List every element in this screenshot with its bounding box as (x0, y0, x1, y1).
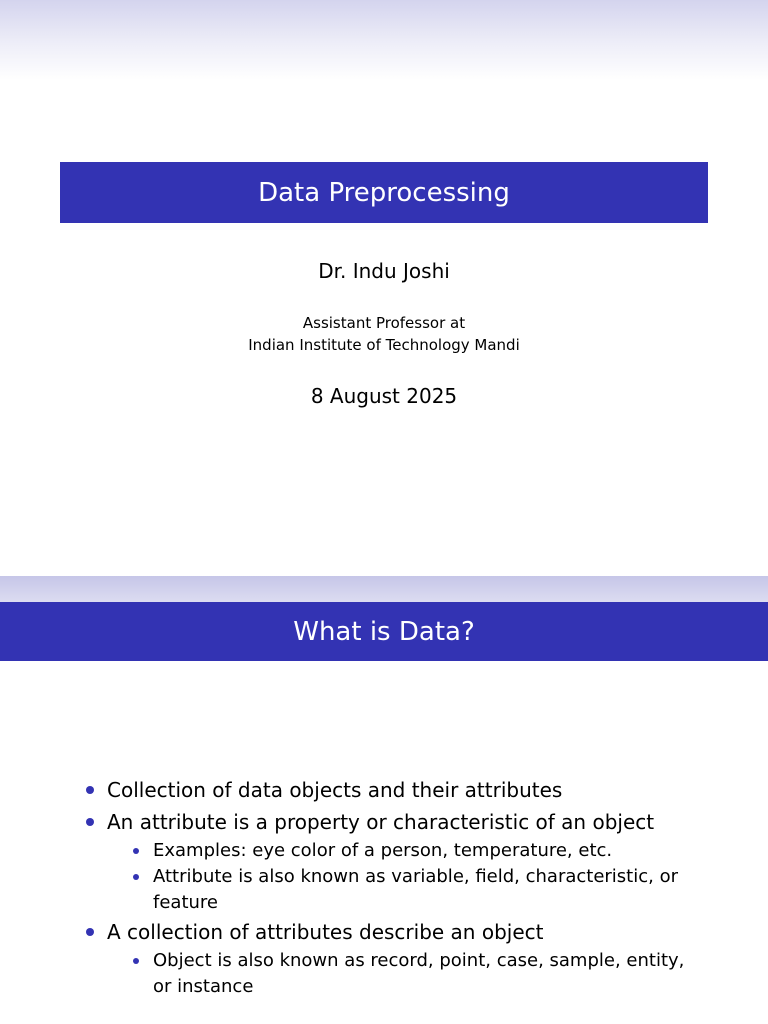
sub-bullet-text: Object is also known as record, point, case, sample, entity, or instance (153, 950, 685, 997)
sub-bullet-text: Examples: eye color of a person, temperature, etc. (153, 840, 613, 861)
bullet-item (0, 916, 768, 948)
sub-bullet-dot-icon (133, 848, 139, 854)
sub-bullet-dot-icon (133, 874, 139, 880)
sub-bullet-dot-icon (133, 958, 139, 964)
frame-title (0, 602, 768, 661)
bullet-text: A collection of attributes describe an object (107, 920, 544, 944)
affiliation-line-1: Assistant Professor at (302, 314, 466, 332)
bullet-item (0, 774, 768, 806)
header-gradient (0, 0, 768, 80)
author-affiliation (0, 312, 768, 356)
bullet-dot-icon (86, 818, 94, 826)
presentation-date: 8 August 2025 (310, 384, 458, 408)
sub-bullet-item (0, 838, 768, 864)
presentation-title (60, 162, 708, 223)
bullet-text: Collection of data objects and their attributes (107, 778, 563, 802)
bullet-item (0, 806, 768, 838)
bullet-text: An attribute is a property or characteristic of an object (107, 810, 655, 834)
sub-bullet-text: Attribute is also known as variable, field, characteristic, or feature (153, 866, 678, 913)
affiliation-line-2: Indian Institute of Technology Mandi (248, 336, 520, 354)
presentation-title-text: Data Preprocessing (258, 177, 510, 208)
sub-bullet-item (0, 948, 768, 1000)
author-name: Dr. Indu Joshi (318, 259, 450, 283)
content-slide (0, 576, 768, 1024)
header-strip (0, 576, 768, 602)
bullet-list (0, 774, 768, 1000)
bullet-dot-icon (86, 786, 94, 794)
sub-bullet-item (0, 864, 768, 916)
bullet-dot-icon (86, 928, 94, 936)
frame-title-text: What is Data? (293, 616, 475, 647)
